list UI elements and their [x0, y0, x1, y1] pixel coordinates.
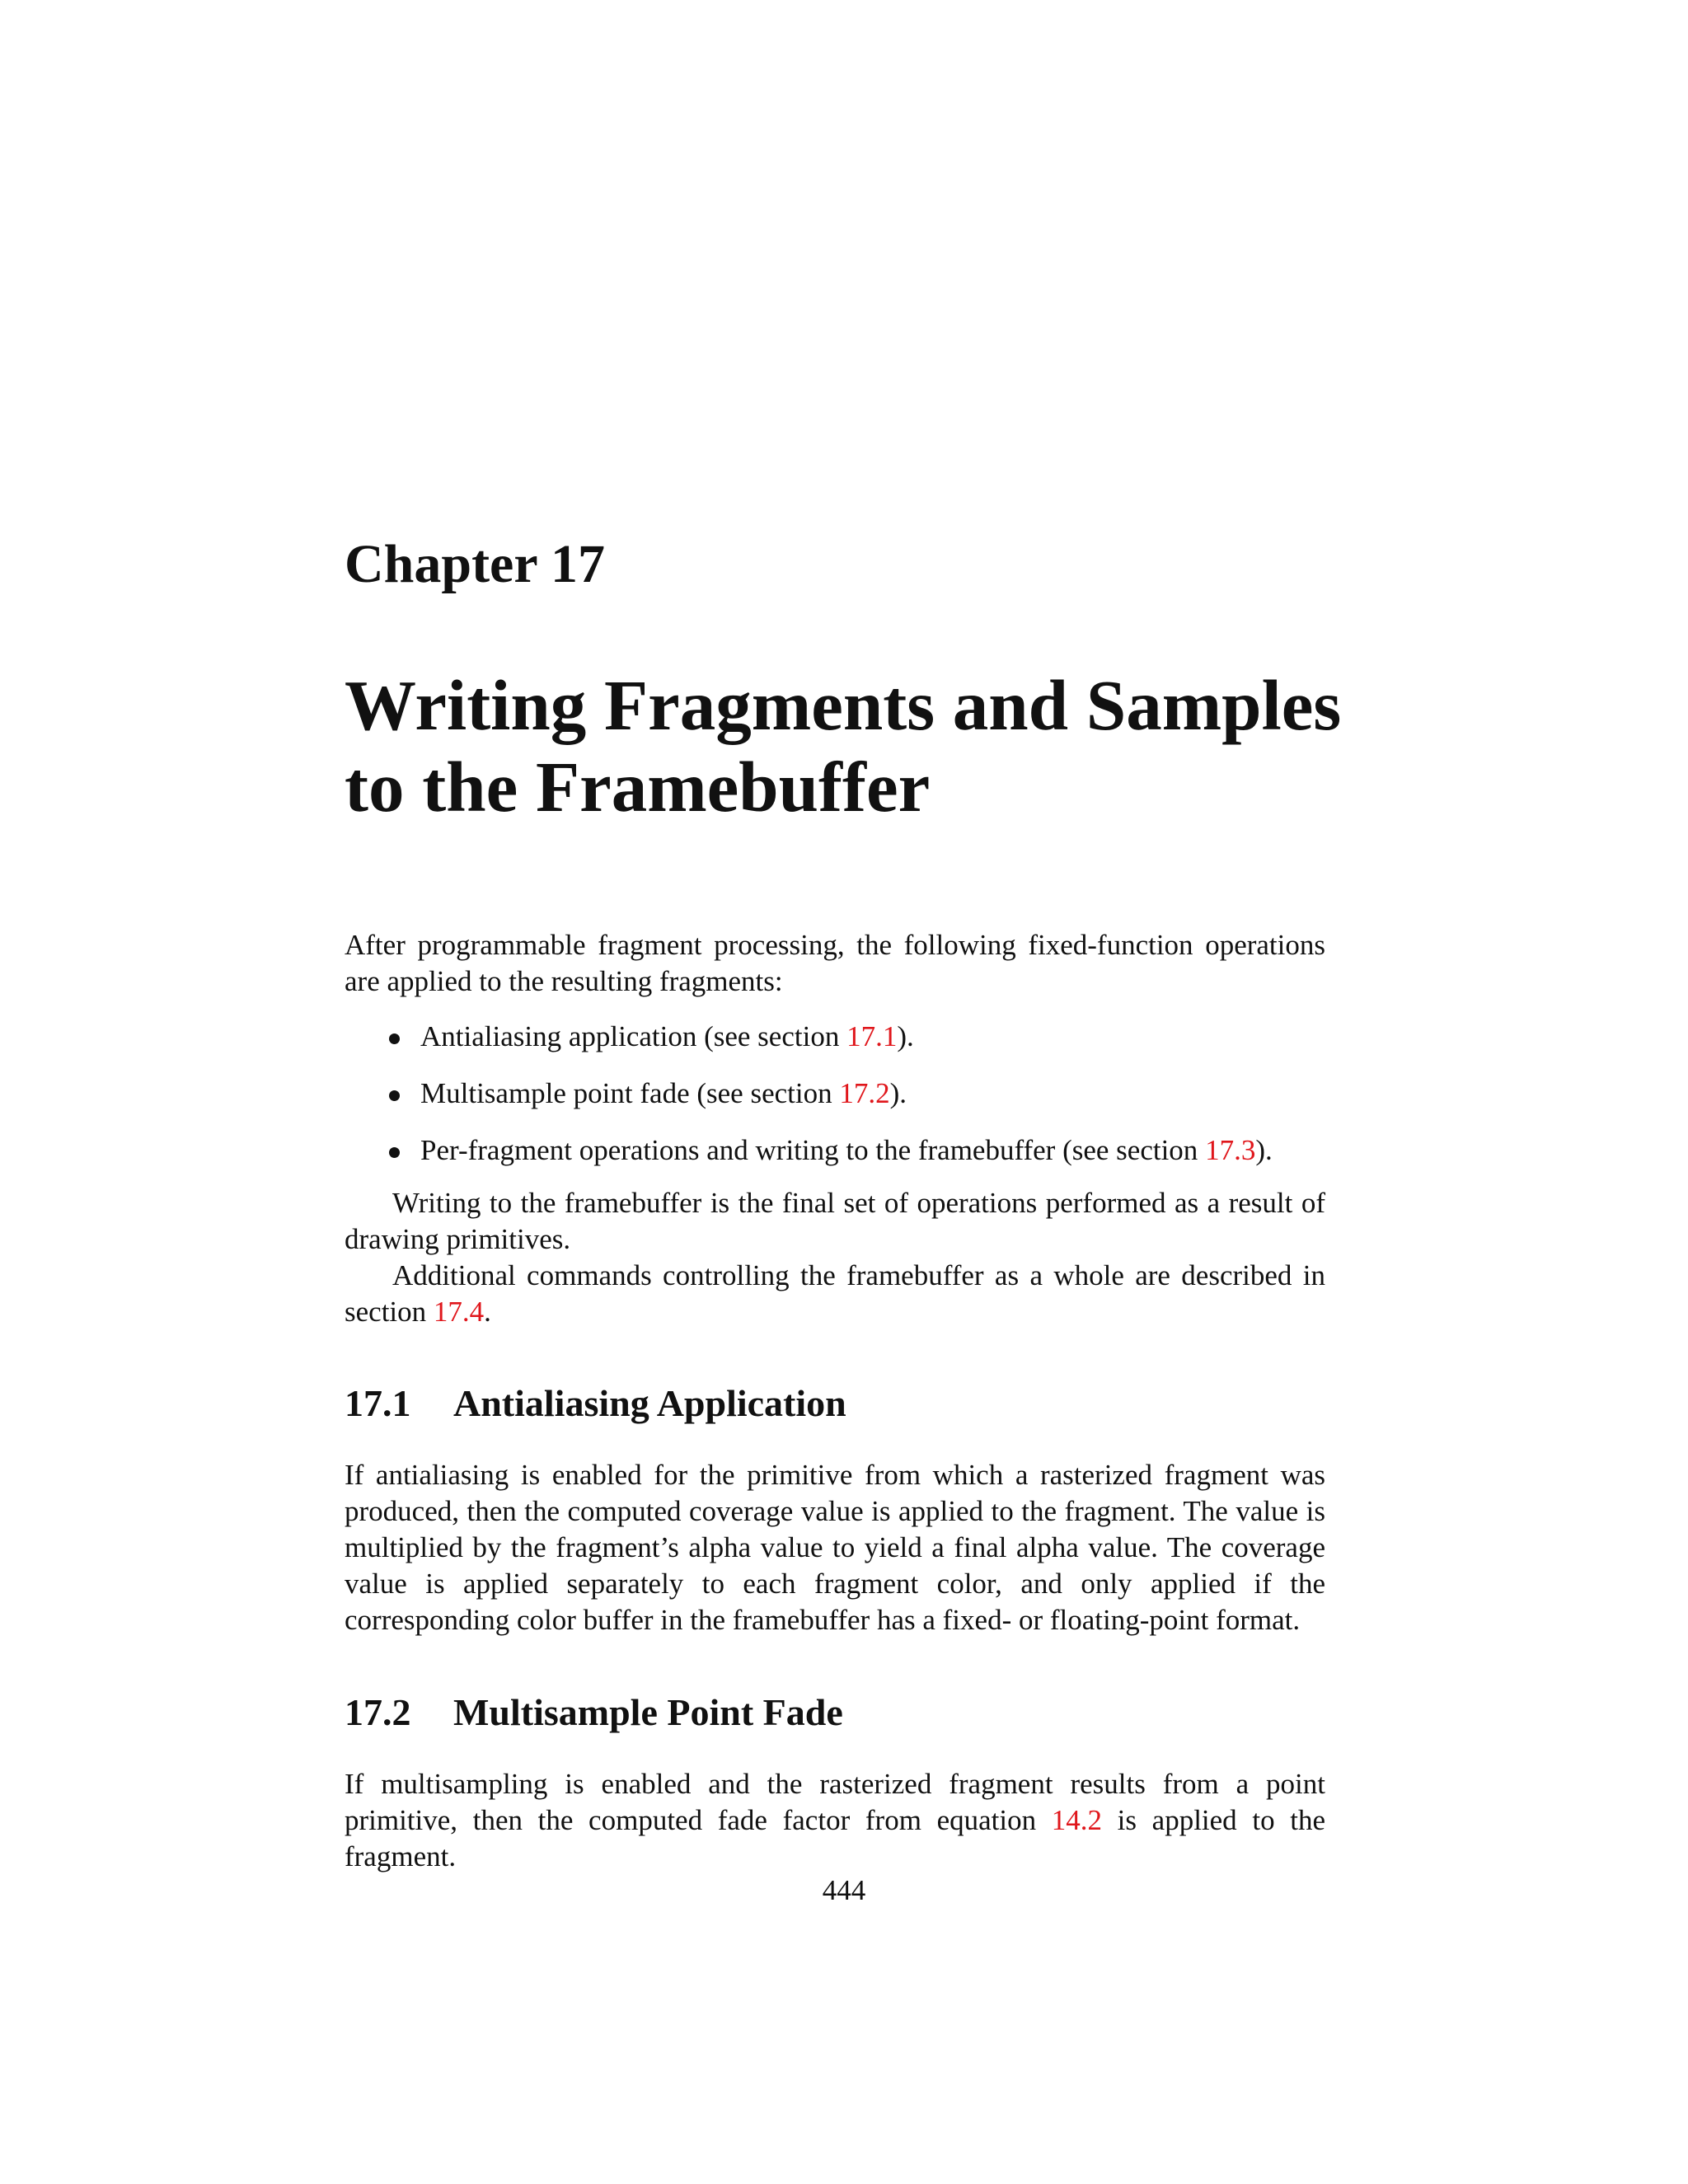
section-heading-multisample-point-fade [345, 1691, 843, 1733]
section-number: 17.2 [345, 1691, 411, 1733]
intro-text: After programmable fragment processing, the following fixed-function operations are applied to the resulting fragments: [345, 929, 1325, 997]
bullet-icon [389, 1147, 400, 1158]
chapter-label: Chapter 17 [345, 534, 605, 594]
list-item-text: Multisample point fade (see section [420, 1077, 840, 1109]
section-title: Antialiasing Application [453, 1382, 846, 1424]
equation-ref-link[interactable]: 14.2 [1051, 1804, 1102, 1836]
list-item-text: Antialiasing application (see section [420, 1020, 847, 1052]
section-ref-link[interactable]: 17.1 [846, 1020, 898, 1052]
list-item-text: Per-fragment operations and writing to the framebuffer (see section [420, 1134, 1206, 1166]
intro-paragraph [345, 927, 1325, 1000]
list-item [345, 1019, 1334, 1055]
multisample-section-body [345, 1766, 1325, 1875]
list-item [345, 1076, 1334, 1112]
framebuffer-final-paragraph: Writing to the framebuffer is the final set of operations performed as a result of drawing primitives. [345, 1187, 1325, 1255]
page-number: 444 [822, 1874, 866, 1906]
list-item-text-end: ). [1255, 1134, 1273, 1166]
paragraph-text: If multisampling is enabled and the rasterized fragment results from a point primitive, then the computed fade factor from equation [345, 1768, 1325, 1836]
list-item-text-end: ). [889, 1077, 907, 1109]
operations-list [345, 1019, 1334, 1189]
chapter-title-line-1: Writing Fragments and Samples [345, 665, 1342, 745]
paragraph-text-end: . [484, 1296, 491, 1328]
section-heading-antialiasing [345, 1382, 846, 1424]
chapter-title [345, 664, 1341, 827]
antialiasing-paragraph: If antialiasing is enabled for the primitive from which a rasterized fragment was produced, then the computed coverage value is applied to the fragment. The value is multiplied by the fragment’s alpha value to yield a final alpha value. The coverage value is applied separately to each fragment color, and only applied if the corresponding color buffer in the framebuffer has a fixed- or floating-point format. [345, 1459, 1325, 1636]
list-item-text-end: ). [897, 1020, 914, 1052]
section-title: Multisample Point Fade [453, 1691, 843, 1733]
antialiasing-section-body [345, 1457, 1325, 1638]
section-ref-link[interactable]: 17.2 [839, 1077, 890, 1109]
bullet-icon [389, 1033, 400, 1044]
multisample-paragraph [345, 1766, 1325, 1875]
paragraph-text-end: is applied to the fragment. [345, 1804, 1325, 1872]
additional-commands-paragraph [345, 1258, 1325, 1330]
chapter-title-line-2: to the Framebuffer [345, 747, 931, 827]
section-ref-link[interactable]: 17.4 [433, 1296, 485, 1328]
paragraph-text: Additional commands controlling the framebuffer as a whole are described in section [345, 1259, 1325, 1328]
bullet-icon [389, 1090, 400, 1101]
section-number: 17.1 [345, 1382, 411, 1424]
section-ref-link[interactable]: 17.3 [1205, 1134, 1256, 1166]
list-item [345, 1132, 1334, 1169]
framebuffer-paragraphs [345, 1185, 1325, 1330]
